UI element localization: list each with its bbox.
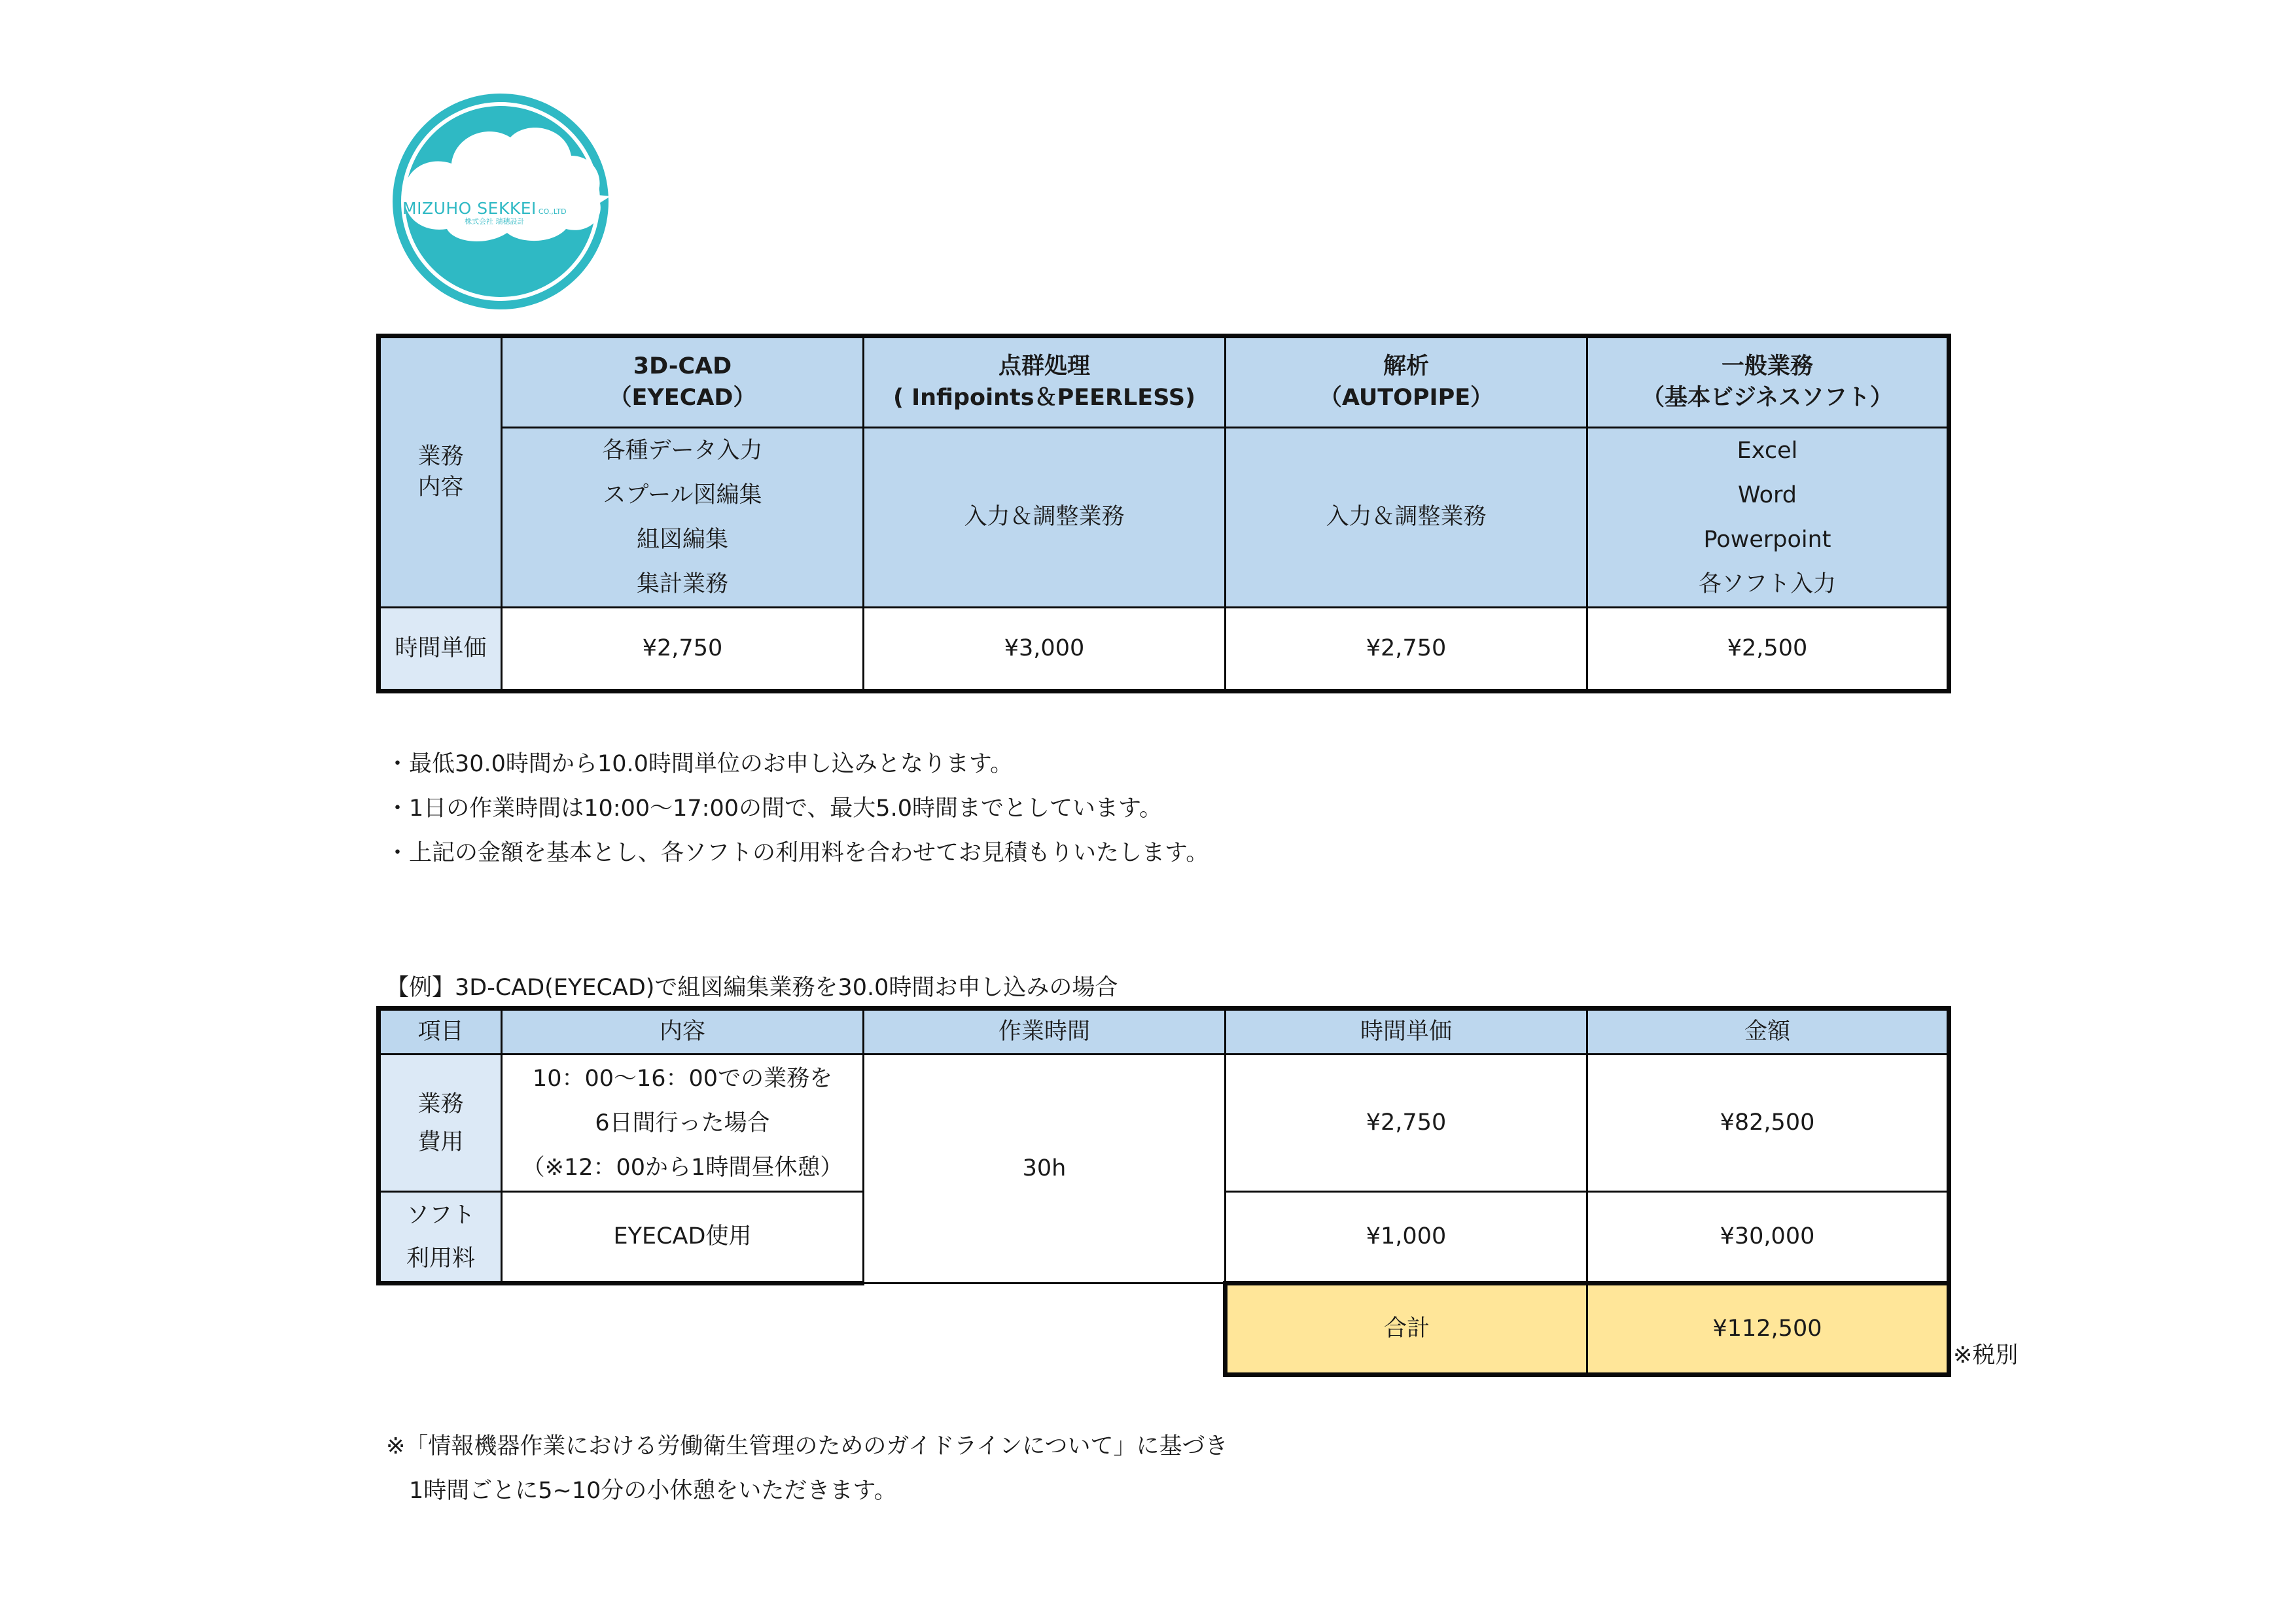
work-content-label-line: 内容: [417, 474, 464, 500]
header-content: 内容: [502, 1009, 864, 1055]
example-caption: 【例】3D-CAD(EYECAD)で組図編集業務を30.0時間お申し込みの場合: [386, 975, 1118, 1001]
column-subtitle: ( Infipoints＆PEERLESS): [892, 384, 1196, 411]
logo-company-name: MIZUHO SEKKEI: [402, 199, 537, 218]
rate-point-cloud: ¥3,000: [864, 608, 1226, 691]
total-row-spacer: [379, 1283, 1226, 1375]
software-fee-label: [379, 1192, 502, 1283]
work-item: 各ソフト入力: [1698, 571, 1836, 597]
software-fee-amount: ¥30,000: [1587, 1192, 1949, 1283]
column-subtitle: （基本ビジネスソフト）: [1642, 384, 1893, 411]
label-line: ソフト: [406, 1202, 475, 1229]
work-item: スプール図編集: [603, 482, 762, 508]
work-items-point-cloud: [864, 428, 1226, 608]
work-content-label-line: 業務: [417, 443, 464, 470]
note-daily-hours: ・1日の作業時間は10:00～17:00の間で、最大5.0時間までとしています。: [386, 795, 1163, 822]
column-title: 一般業務: [1721, 353, 1813, 380]
work-items-analysis: [1226, 428, 1587, 608]
hourly-rate-table: [376, 334, 1951, 693]
logo-company-sub: 株式会社 瑞穂設計: [465, 217, 525, 226]
column-header-point-cloud: [864, 336, 1226, 428]
work-cost-rate: ¥2,750: [1226, 1055, 1587, 1192]
label-line: 業務: [417, 1091, 464, 1117]
logo-wordmark: [402, 199, 612, 218]
work-content-row-header: [379, 336, 502, 608]
note-minimum-hours: ・最低30.0時間から10.0時間単位のお申し込みとなります。: [386, 751, 1014, 777]
header-item: 項目: [379, 1009, 502, 1055]
note-estimate: ・上記の金額を基本とし、各ソフトの利用料を合わせてお見積もりいたします。: [386, 840, 1209, 866]
rate-table-header-row: [379, 336, 1949, 428]
column-title: 3D-CAD: [633, 353, 732, 380]
header-hourly-rate: 時間単価: [1226, 1009, 1587, 1055]
work-item: 各種データ入力: [602, 438, 763, 464]
example-cost-table: [376, 1006, 1951, 1377]
hourly-rate-row-header: 時間単価: [379, 608, 502, 691]
hourly-rate-row: [379, 608, 1949, 691]
column-header-3dcad: [502, 336, 864, 428]
header-amount: 金額: [1587, 1009, 1949, 1055]
label-line: 費用: [417, 1128, 464, 1155]
work-item: 入力＆調整業務: [964, 504, 1125, 531]
content-line: 6日間行った場合: [595, 1109, 770, 1136]
work-content-row: [379, 428, 1949, 608]
work-cost-content: [502, 1055, 864, 1192]
tax-excluded-note: ※税別: [1953, 1342, 2019, 1369]
work-item: 入力＆調整業務: [1326, 504, 1487, 531]
rate-general: ¥2,500: [1587, 608, 1949, 691]
logo-company-suffix: CO.,LTD: [538, 207, 567, 216]
total-amount: ¥112,500: [1587, 1283, 1949, 1375]
footer-note-breaks: 1時間ごとに5~10分の小休憩をいただきます。: [386, 1478, 897, 1504]
software-fee-content: EYECAD使用: [502, 1192, 864, 1283]
work-item: 組図編集: [636, 527, 728, 553]
rate-analysis: ¥2,750: [1226, 608, 1587, 691]
total-row: [379, 1283, 1949, 1375]
column-subtitle: （AUTOPIPE）: [1318, 384, 1494, 411]
work-item: 集計業務: [636, 571, 728, 597]
work-cost-amount: ¥82,500: [1587, 1055, 1949, 1192]
work-item: Powerpoint: [1703, 527, 1831, 553]
column-header-analysis: [1226, 336, 1587, 428]
work-cost-row: [379, 1055, 1949, 1192]
column-header-general: [1587, 336, 1949, 428]
rate-3dcad: ¥2,750: [502, 608, 864, 691]
total-label: 合計: [1226, 1283, 1587, 1375]
header-work-hours: 作業時間: [864, 1009, 1226, 1055]
work-items-3dcad: [502, 428, 864, 608]
company-logo: [389, 84, 612, 319]
work-cost-label: [379, 1055, 502, 1192]
example-header-row: [379, 1009, 1949, 1055]
work-item: Excel: [1737, 438, 1798, 464]
work-hours-value: 30h: [864, 1055, 1226, 1283]
work-item: Word: [1738, 482, 1797, 508]
footer-note-guideline: ※「情報機器作業における労働衛生管理のためのガイドラインについて」に基づき: [386, 1433, 1228, 1459]
software-fee-rate: ¥1,000: [1226, 1192, 1587, 1283]
content-line: （※12：00から1時間昼休憩）: [521, 1154, 843, 1181]
work-items-general: [1587, 428, 1949, 608]
content-line: 10：00～16：00での業務を: [532, 1065, 833, 1092]
label-line: 利用料: [406, 1245, 475, 1272]
column-title: 点群処理: [998, 353, 1090, 380]
column-title: 解析: [1383, 353, 1429, 380]
column-subtitle: （EYECAD）: [609, 384, 756, 411]
